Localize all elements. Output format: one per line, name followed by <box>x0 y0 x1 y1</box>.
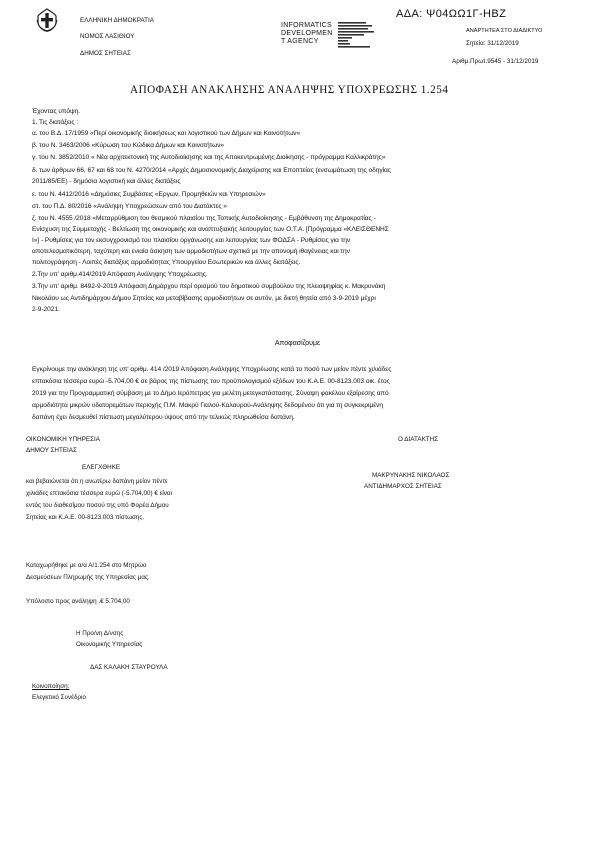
decision-line: επτακόσια τέσσερα ευρώ -5.704,00 € σε βάρος της πίστωσης του προϋπολογισμού εξόδων του Κ.Α.Ε. 00-8123.003 οικ. έτος <box>32 378 390 385</box>
consideration-line: ε. του Ν. 4412/2016 «Δημόσιες Συμβάσεις «Εργων, Προμηθειών και Υπηρεσιών» <box>32 191 266 198</box>
notification-recipient: Ελεγκτικό Συνέδριο <box>32 694 86 701</box>
officer-position: ΑΝΤΙΔΗΜΑΡΧΟΣ ΣΗΤΕΙΑΣ <box>364 483 442 490</box>
decide-heading: Αποφασίζουμε <box>274 340 321 347</box>
logo-line: T AGENCY <box>281 38 319 45</box>
greek-emblem-icon <box>36 8 58 32</box>
verification-line: χιλιάδες επτακόσια τέσσερα ευρώ (-5.704,00) € είναι <box>26 490 172 497</box>
department-line: ΔΗΜΟΥ ΣΗΤΕΙΑΣ <box>26 447 77 454</box>
verification-line: εντός του διαθεσίμου ποσού της υπό Φορέα Δήμου <box>26 502 169 509</box>
logo-line: DEVELOPMEN <box>281 30 333 37</box>
consideration-line: 2.Την υπ' αριθμ.414/2019 Απόφαση Ανάληψης Υποχρέωσης. <box>32 271 208 278</box>
consideration-line: αποτελεσματικότερη, ταχύτερη και ενιαία άσκηση των αρμοδιοτήτων σχετικά με την απονομή ιθαγένειας και την <box>32 248 350 255</box>
org-line: ΝΟΜΟΣ ΛΑΣΙΘΙΟΥ <box>80 33 135 40</box>
decision-line: Εγκρίνουμε την ανάκληση της υπ' αριθμ. 414 /2019 Απόφαση Ανάληψης Υποχρέωσης κατά το ποσό των μείον πέντε χιλιάδες <box>32 366 392 373</box>
verification-line: Σητείας και Κ.Α.Ε. 00-8123.003 πίστωσης. <box>26 514 145 521</box>
ada-code: ΑΔΑ: Ψ04ΩΩ1Γ-ΗΒΖ <box>396 8 507 20</box>
org-line: ΕΛΛΗΝΙΚΗ ΔΗΜΟΚΡΑΤΙΑ <box>80 17 154 24</box>
document-date: Σητεία: 31/12/2019 <box>466 40 519 47</box>
consideration-line: Έχοντας υπόψη. <box>32 108 81 115</box>
posted-label: ΑΝΑΡΤΗΤΕΑ ΣΤΟ ΔΙΑΔΙΚΤΥΟ <box>466 28 543 34</box>
consideration-line: α. του Β.Δ. 17/1959 «Περί οικονομικής διοικήσεως και λογιστικού των Δήμων και Κοινοτήτων» <box>32 130 301 137</box>
consideration-line: στ. του Π.Δ. 80/2016 «Ανάληψη Υποχρεώσεων από του Διατάκτες » <box>32 203 227 210</box>
page-title: ΑΠΟΦΑΣΗ ΑΝΑΚΛΗΣΗΣ ΑΝΑΛΗΨΗΣ ΥΠΟΧΡΕΩΣΗΣ 1.254 <box>130 84 449 96</box>
consideration-line: 2011/85/ΕΕ) - δημόσια λογιστική και άλλες διατάξεις <box>32 178 181 185</box>
org-line: ΔΗΜΟΣ ΣΗΤΕΙΑΣ <box>80 50 131 57</box>
consideration-line: β. του Ν. 3463/2006 «Κύρωση του Κώδικα Δήμων και Κοινοτήτων» <box>32 142 225 149</box>
officer-name: ΜΑΚΡΥΝΑΚΗΣ ΝΙΚΟΛΑΟΣ <box>372 472 450 479</box>
director-line: Οικονομικής Υπηρεσίας <box>76 641 143 648</box>
director-name: ΔΑΣ ΚΑΛΑΚΗ ΣΤΑΥΡΟΥΛΑ <box>90 664 168 671</box>
protocol-number: Αριθμ.Πρωτ.9545 - 31/12/2019 <box>452 58 539 65</box>
consideration-line: Νικολάου ως Αντιδημάρχου Δήμου Σητείας και μεταβίβασης αρμοδιοτήτων σε αυτόν, με διετή θητεία από 3-9-2019 μέχρι <box>32 295 376 302</box>
consideration-line: 3.Την υπ' αριθμ. 8492-9-2019 Απόφαση Δημάρχου περί ορισμού του δημοτικού συμβούλου της πλειοψηφίας κ. Μακρυνάκη <box>32 283 386 290</box>
decision-line: αρμοδιότητα μικρών υδατορεμάτων περιοχής Π.Μ. Μακρύ Γιαλού-Καλαυρού-Ανάληψης δεδομένου ότι για τη συγκεκριμένη <box>32 402 383 409</box>
checked-label: ΕΛΕΓΧΘΗΚΕ <box>82 464 121 471</box>
department-line: ΟΙΚΟΝΟΜΙΚΗ ΥΠΗΡΕΣΙΑ <box>26 436 100 443</box>
remaining-balance: Υπόλοιπο προς ανάληψη .€ 5.704,00 <box>26 598 130 605</box>
logo-line: INFORMATICS <box>281 22 333 29</box>
officer-role: Ο ΔΙΑΤΑΚΤΗΣ <box>398 436 439 443</box>
decision-line: 2019 για την Προγραμματική σύμβαση με το Δήμο Ιεράπετρας για μελέτη μετεγκατάστασης. Σύναψη φακέλου εξαίρεσης από <box>32 390 389 397</box>
signature-stamp-icon <box>338 22 378 52</box>
consideration-line: ζ. του Ν. 4555 /2018 «Μεταρρύθμιση του θεσμικού πλαισίου της Τοπικής Αυτοδιοίκησης - Εμβάθυνση της Δημοκρατίας - <box>32 215 376 222</box>
consideration-line: πολιτογράφηση - Λοιπές διατάξεις αρμοδιότητας Υπουργείου Εσωτερικών και άλλες διατάξεις. <box>32 259 301 266</box>
consideration-line: δ. των άρθρων 66, 67 και 68 του Ν. 4270/2014 «Αρχές Δημοσιονομικής Διαχείρισης και Εποπτείας (ενσωμάτωση της οδηγίας <box>32 167 391 174</box>
director-line: Η Προ/νη Δ/νσης <box>76 630 124 637</box>
verification-line: και βεβαιώνεται ότι η ανωτέρω δαπάνη μείον πέντε <box>26 478 168 485</box>
consideration-line: Ενίσχυση της Συμμετοχής - Βελτίωση της οικονομικής και αναπτυξιακής λειτουργίας των Ο.Τ.Α. [Πρόγραμμα «ΚΛΕΙΣΘΕΝΗΣ <box>32 226 389 233</box>
consideration-line: 1. Τις διατάξεις : <box>32 119 79 126</box>
registry-line: Δεσμεύσεων Πληρωμής της Υπηρεσίας μας. <box>26 574 150 581</box>
notification-heading: Κοινοποίηση: <box>32 683 70 690</box>
decision-line: δαπάνη έχει δεσμευθεί πίστωση μεγαλύτερου ύψους από την τελικώς πληρωθείσα δαπάνη. <box>32 414 295 421</box>
registry-line: Καταχωρήθηκε με α/α Α/1.254 στο Μητρώο <box>26 562 147 569</box>
consideration-line: 2-9-2021. <box>32 306 60 313</box>
consideration-line: Ι»] - Ρυθμίσεις για τον εκσυγχρονισμό του πλαισίου οργάνωσης και λειτουργίας των ΦΟΔΣΑ - Ρυθμίσεις για την <box>32 237 351 244</box>
consideration-line: γ. του Ν. 3852/2010 « Νέα αρχιτεκτονική της Αυτοδιοίκησης και της Αποκεντρωμένης Διοίκησης - πρόγραμμα Καλλικράτης» <box>32 154 386 161</box>
